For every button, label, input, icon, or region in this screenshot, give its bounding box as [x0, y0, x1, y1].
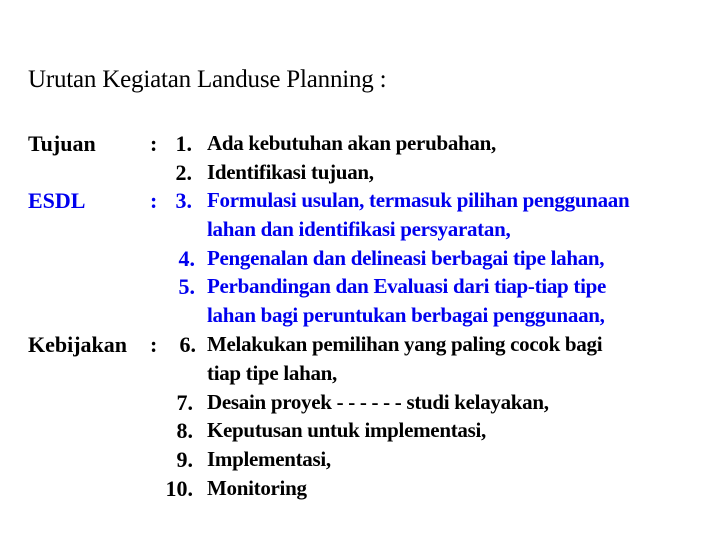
step-text: Keputusan untuk implementasi,: [207, 418, 486, 442]
step-number: 7.: [176, 390, 193, 415]
step-text: Ada kebutuhan akan perubahan,: [207, 131, 496, 155]
step-text: Perbandingan dan Evaluasi dari tiap-tiap tipe: [207, 274, 607, 298]
step-text: Implementasi,: [207, 447, 331, 471]
label-tujuan: Tujuan: [28, 131, 96, 156]
step-number: 9.: [176, 447, 193, 472]
step-number: 8.: [176, 418, 193, 443]
colon-esdl: :: [150, 188, 158, 213]
step-text: tiap tipe lahan,: [207, 361, 337, 385]
step-text: Monitoring: [207, 476, 307, 500]
label-esdl: ESDL: [28, 188, 86, 213]
step-number: 1.: [175, 131, 192, 156]
step-text: lahan dan identifikasi persyaratan,: [207, 217, 511, 241]
step-text: lahan bagi peruntukan berbagai penggunaan,: [207, 303, 605, 327]
colon-tujuan: :: [150, 131, 158, 156]
step-text: Melakukan pemilihan yang paling cocok bagi: [207, 332, 603, 356]
colon-kebijakan: :: [150, 332, 158, 357]
step-number: 2.: [175, 160, 192, 185]
step-number: 3.: [175, 188, 192, 213]
step-text: Desain proyek - - - - - - studi kelayakan,: [207, 390, 549, 414]
step-number: 6.: [179, 332, 196, 357]
step-text: Formulasi usulan, termasuk pilihan penggunaan: [207, 188, 630, 212]
step-number: 4.: [178, 246, 195, 271]
step-number: 10.: [165, 476, 193, 501]
slide-title: Urutan Kegiatan Landuse Planning :: [28, 66, 387, 93]
step-text: Identifikasi tujuan,: [207, 160, 374, 184]
step-text: Pengenalan dan delineasi berbagai tipe lahan,: [207, 246, 605, 270]
step-number: 5.: [178, 274, 195, 299]
label-kebijakan: Kebijakan: [28, 332, 128, 357]
